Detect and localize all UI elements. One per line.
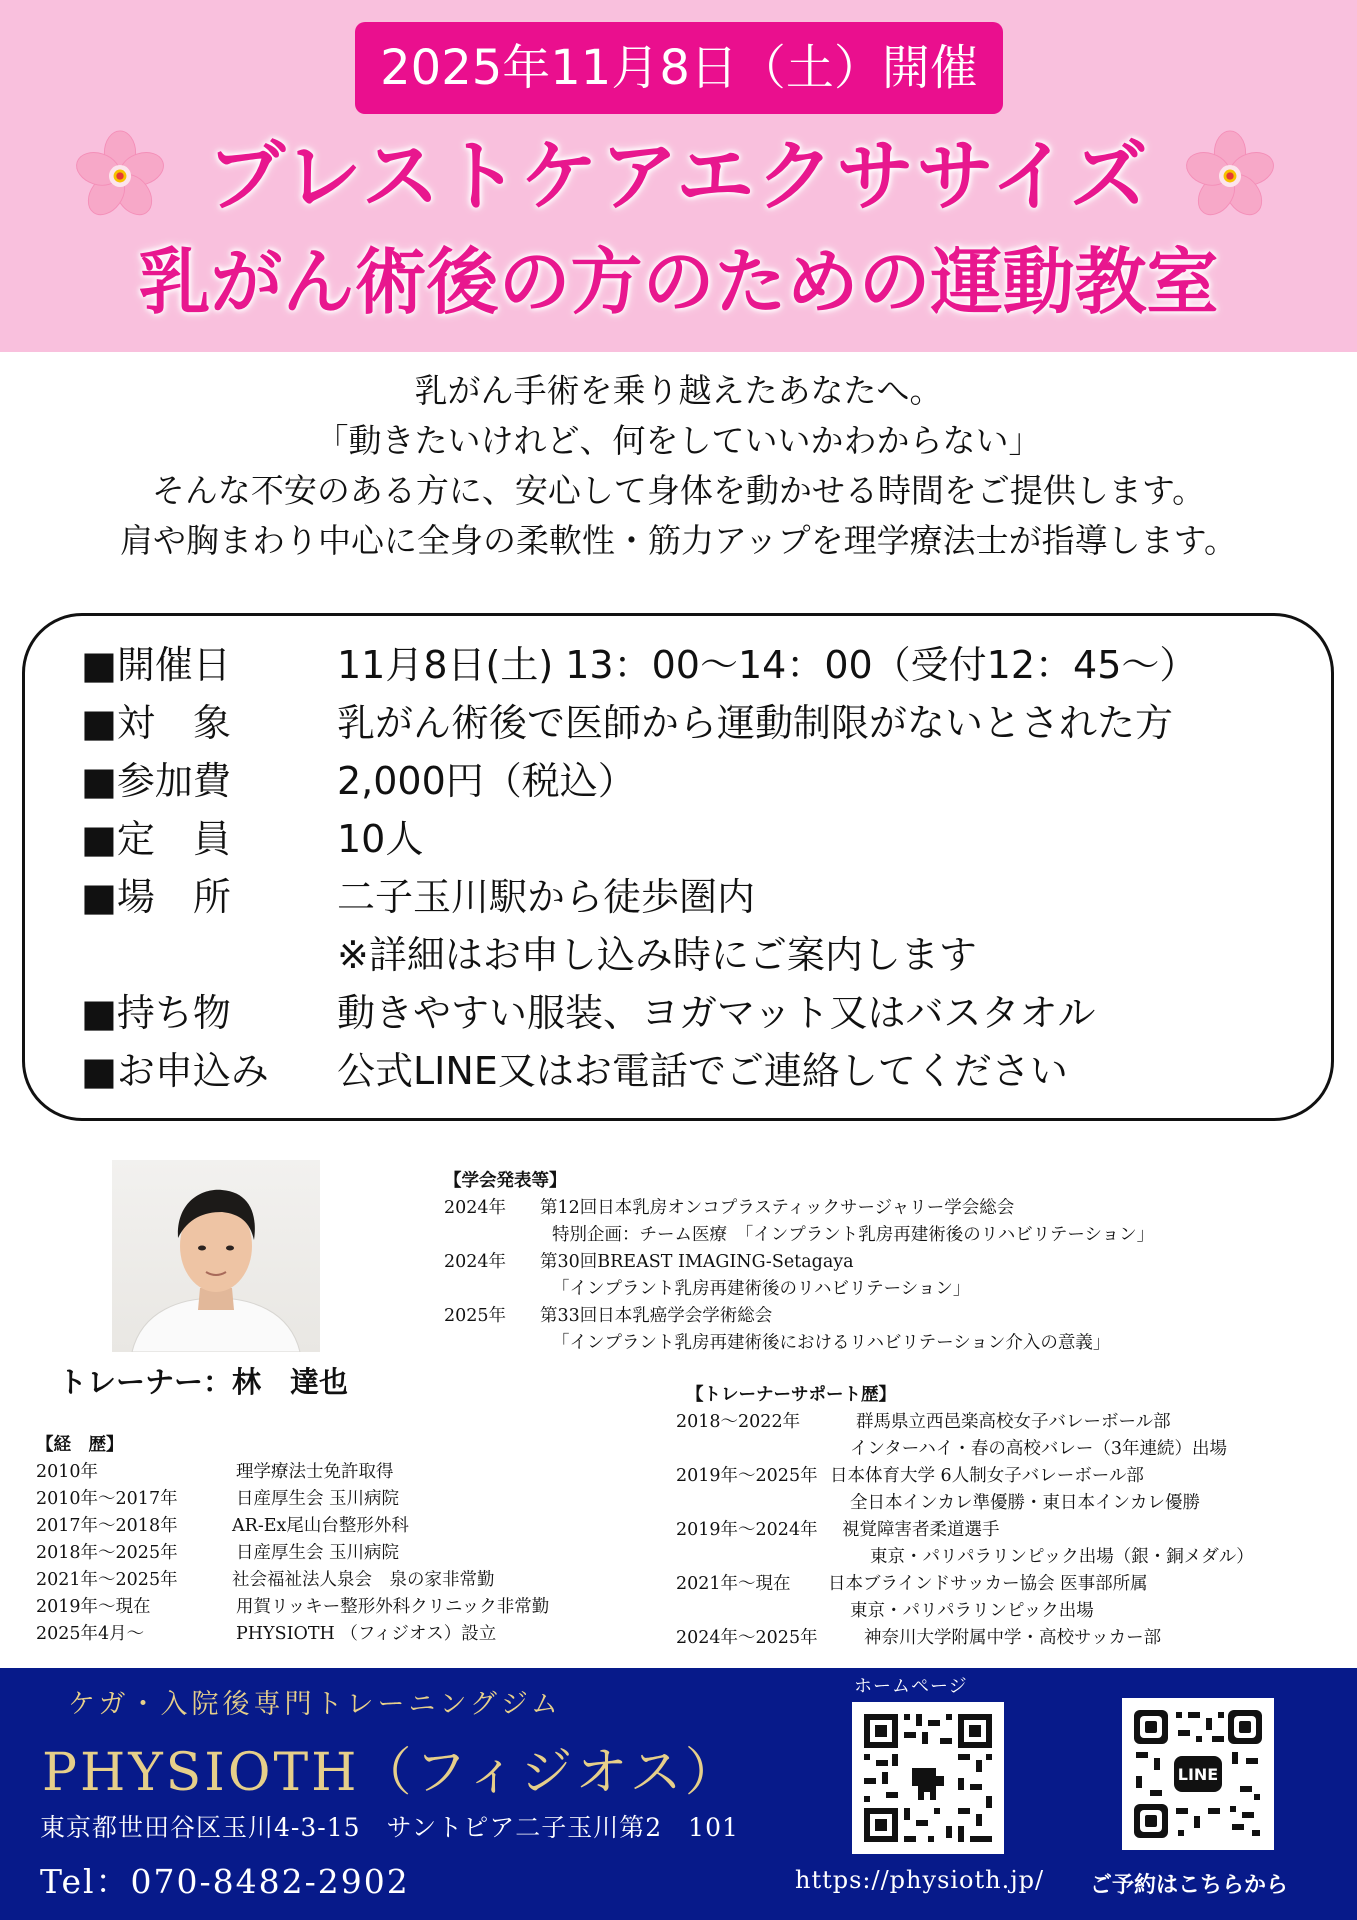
info-value: ※詳細はお申し込み時にご案内します [337, 933, 977, 977]
gym-name: PHYSIOTH（フィジオス） [42, 1743, 740, 1803]
gym-tagline: ケガ・入院後専門トレーニングジム [68, 1689, 562, 1720]
info-label: ■開催日 [81, 643, 231, 687]
trainer-name: トレーナー：林 達也 [58, 1365, 349, 1399]
line-logo-text: LINE [1177, 1765, 1219, 1784]
section-heading: 【経 歴】 [36, 1435, 124, 1455]
info-value: 乳がん術後で医師から運動制限がないとされた方 [337, 701, 1174, 745]
info-value: 動きやすい服装、ヨガマット又はバスタオル [337, 991, 1096, 1035]
info-value: 11月8日(土) 13：00～14：00（受付12：45～） [337, 643, 1198, 687]
info-label: ■対 象 [81, 701, 231, 745]
homepage-qr-code[interactable] [852, 1702, 1004, 1854]
header-banner [0, 0, 1357, 352]
line-qr-code[interactable] [1122, 1698, 1274, 1850]
sub-title: 乳がん術後の方のための運動教室 [138, 240, 1219, 324]
intro-line: 乳がん手術を乗り越えたあなたへ。 [414, 371, 943, 410]
main-title: ブレストケアエクササイズ [207, 132, 1150, 222]
info-value: 10人 [337, 817, 424, 861]
footer [0, 1668, 1357, 1920]
intro-line: 肩や胸まわり中心に全身の柔軟性・筋力アップを理学療法士が指導します。 [119, 521, 1238, 560]
info-label: ■持ち物 [81, 991, 231, 1035]
info-label: ■お申込み [81, 1049, 269, 1093]
event-info-box [22, 613, 1334, 1121]
section-heading: 【学会発表等】 [444, 1171, 567, 1191]
info-label: ■場 所 [81, 875, 231, 919]
reservation-label: ご予約はこちらから [1090, 1872, 1289, 1898]
info-label: ■参加費 [81, 759, 231, 803]
gym-phone[interactable]: Tel：070-8482-2902 [40, 1862, 410, 1901]
intro-text [0, 366, 1357, 566]
date-badge: 2025年11月8日（土）開催 [355, 22, 1003, 114]
info-value: 公式LINE又はお電話でご連絡してください [337, 1049, 1068, 1093]
homepage-url[interactable]: https://physioth.jp/ [795, 1866, 1045, 1894]
trainer-photo [112, 1160, 320, 1352]
intro-line: 「動きたいけれど、何をしていいかわからない」 [315, 421, 1042, 460]
intro-line: そんな不安のある方に、安心して身体を動かせる時間をご提供します。 [151, 471, 1206, 510]
homepage-label: ホームページ [854, 1676, 968, 1697]
info-value: 二子玉川駅から徒歩圏内 [337, 875, 756, 919]
info-label: ■定 員 [81, 817, 231, 861]
section-heading: 【トレーナーサポート歴】 [686, 1385, 896, 1405]
info-value: 2,000円（税込） [337, 759, 636, 803]
gym-address: 東京都世田谷区玉川4-3-15 サントピア二子玉川第2 101 [40, 1813, 739, 1842]
